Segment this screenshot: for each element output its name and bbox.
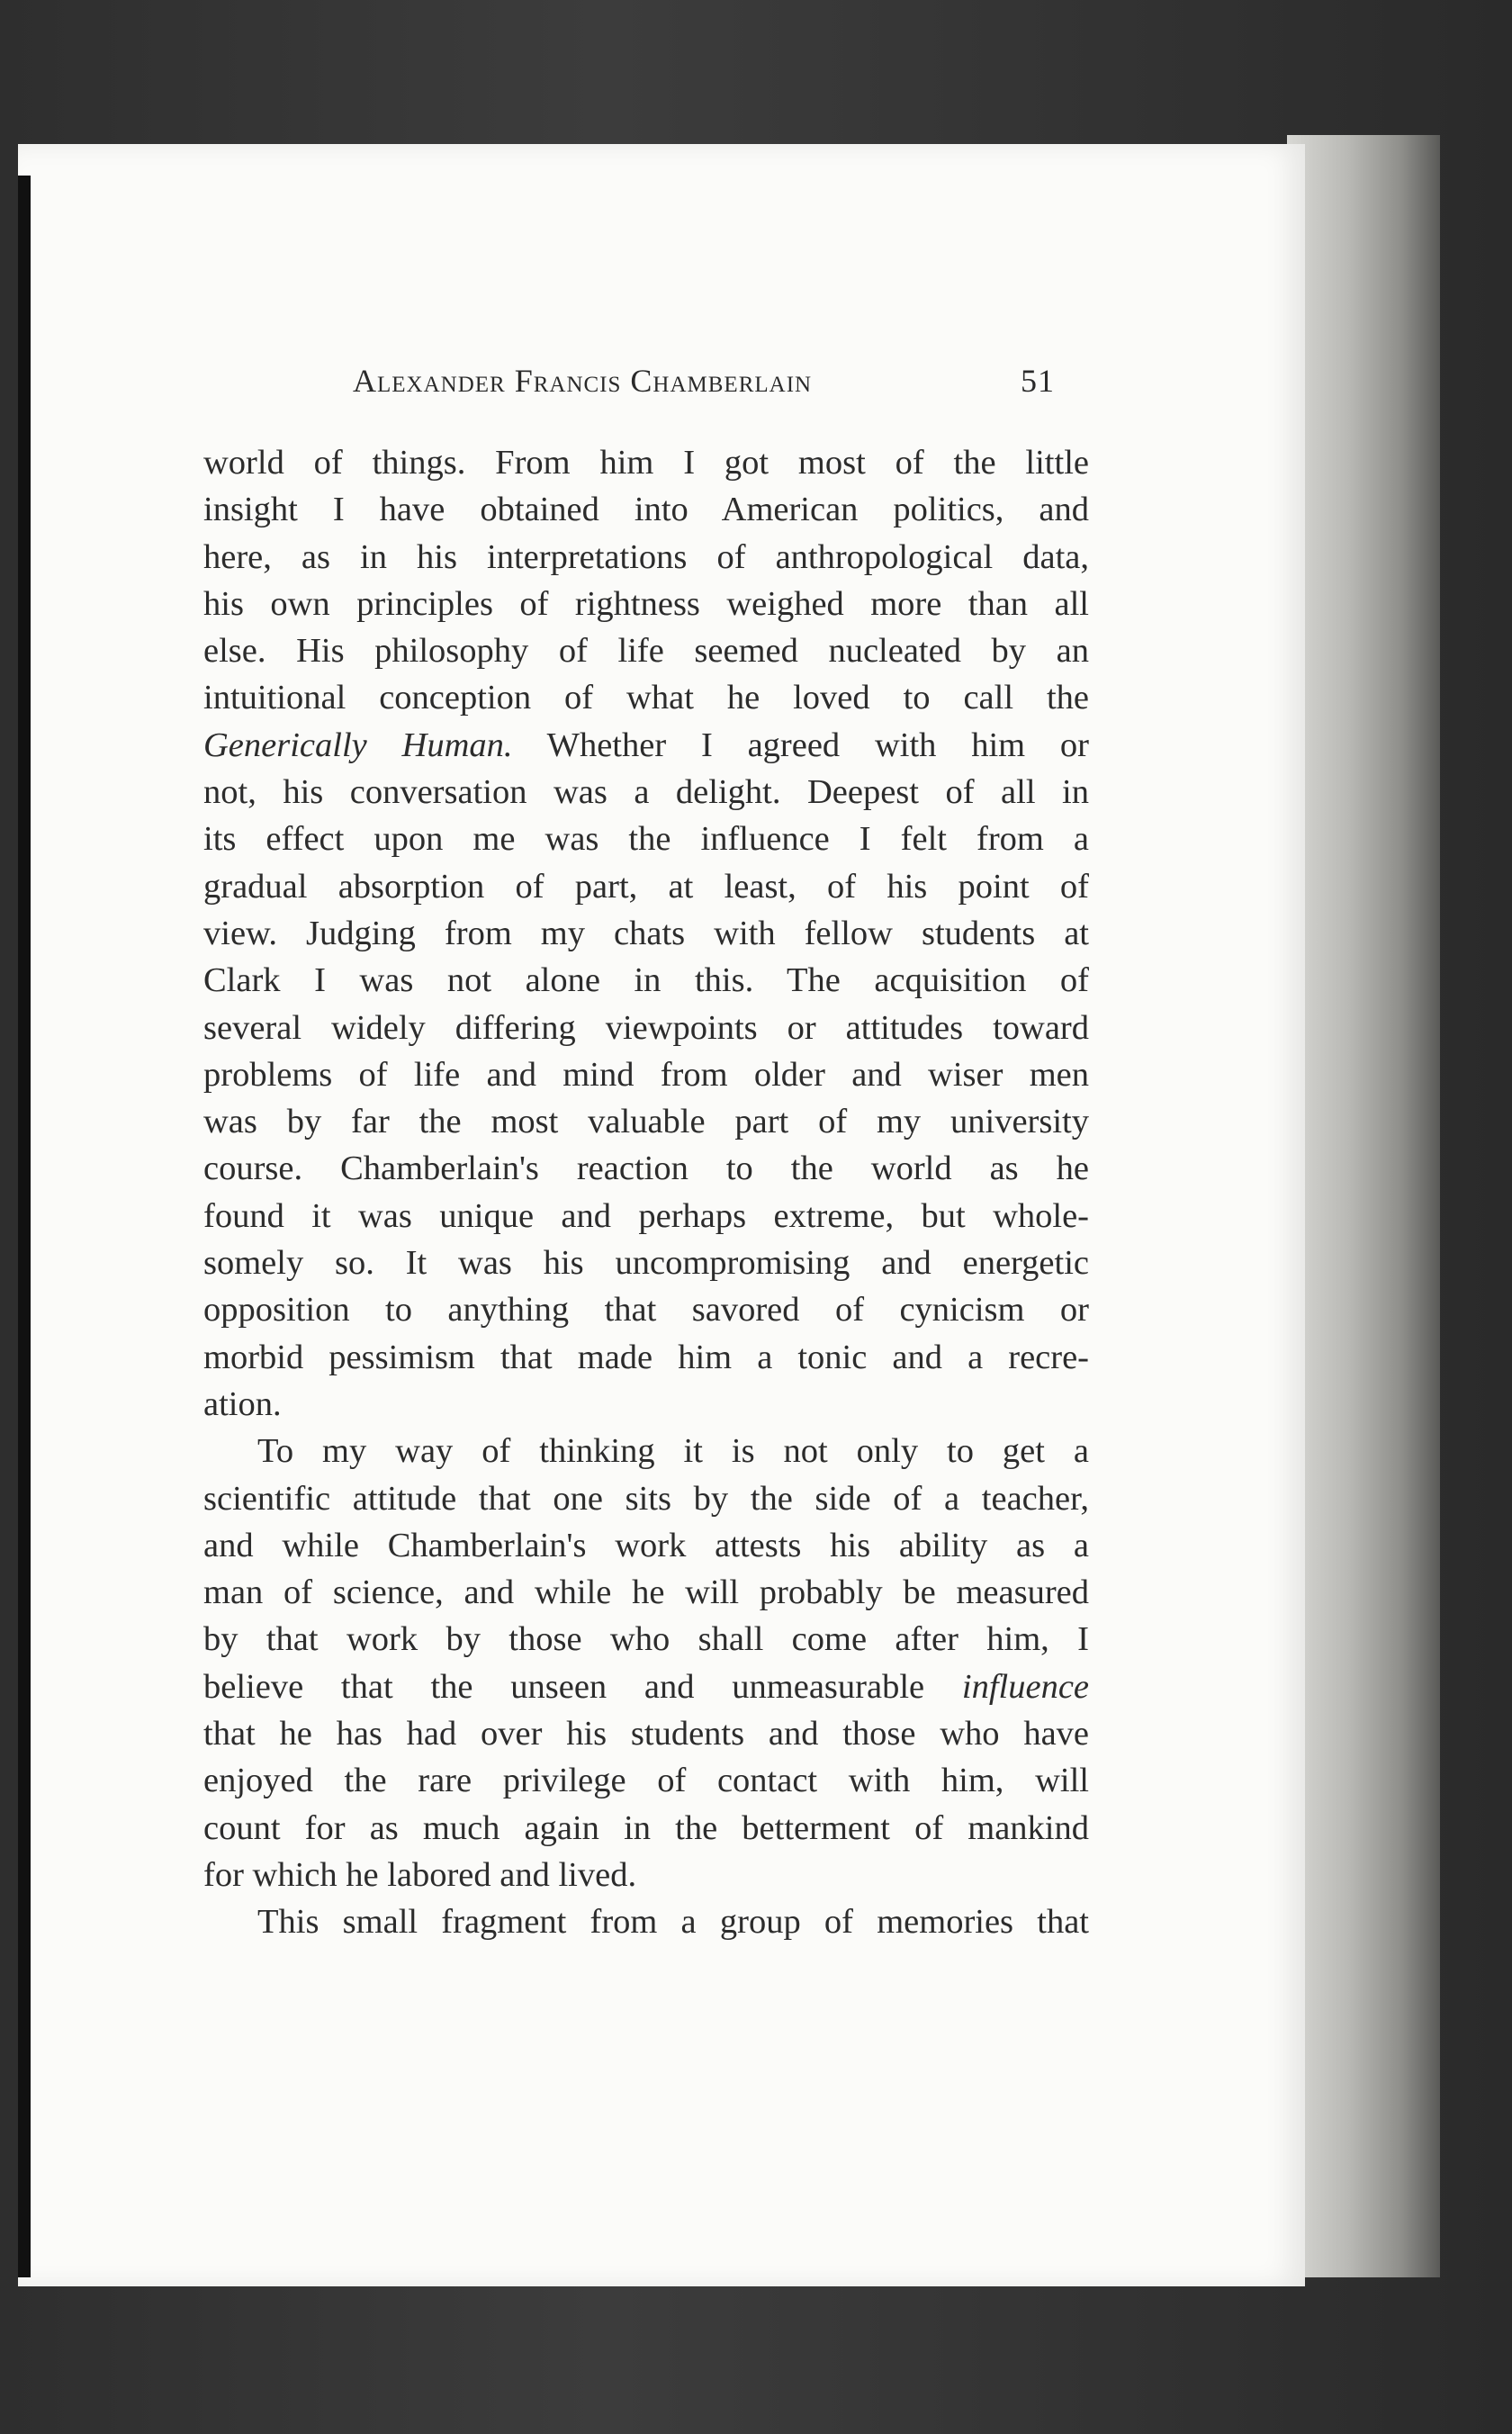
text-run: man of science, and while he will probably be measured <box>203 1573 1089 1612</box>
text-line <box>203 439 1089 486</box>
text-run: and while Chamberlain's work attests his ability as a <box>203 1526 1089 1564</box>
text-run: that he has had over his students and those who have <box>203 1715 1089 1753</box>
text-line <box>203 1193 1089 1240</box>
text-line <box>203 1145 1089 1192</box>
text-run: opposition to anything that savored of cynicism or <box>203 1291 1089 1330</box>
text-line <box>203 674 1089 721</box>
text-run: insight I have obtained into American politics, and <box>203 491 1089 529</box>
text-line <box>203 1616 1089 1663</box>
text-run: course. Chamberlain's reaction to the world as he <box>203 1149 1089 1188</box>
text-run: somely so. It was his uncompromising and energetic <box>203 1244 1089 1283</box>
text-line <box>203 816 1089 862</box>
text-line <box>203 863 1089 910</box>
text-line <box>203 1569 1089 1616</box>
text-run: morbid pessimism that made him a tonic and a recre- <box>203 1338 1089 1376</box>
text-run: by that work by those who shall come after him, I <box>203 1620 1089 1659</box>
text-run: believe that the unseen and unmeasurable <box>203 1667 962 1706</box>
text-run: its effect upon me was the influence I felt from a <box>203 820 1089 859</box>
text-line <box>203 1663 1089 1710</box>
text-line <box>203 910 1089 957</box>
text-line <box>203 1051 1089 1098</box>
text-run: count for as much again in the betterment of mankind <box>203 1808 1089 1847</box>
text-line <box>203 1898 1089 1945</box>
text-run: view. Judging from my chats with fellow students at <box>203 914 1089 952</box>
text-line <box>203 1098 1089 1145</box>
running-head <box>353 362 1055 416</box>
text-line <box>203 1852 1089 1898</box>
text-run: not, his conversation was a delight. Deepest of all in <box>203 773 1089 812</box>
text-line <box>203 1381 1089 1428</box>
text-run: scientific attitude that one sits by the side of a teacher, <box>203 1479 1089 1518</box>
text-line <box>203 1286 1089 1333</box>
text-line <box>203 1475 1089 1522</box>
text-line <box>203 1428 1089 1474</box>
text-run: enjoyed the rare privilege of contact with him, will <box>203 1762 1089 1800</box>
text-line <box>203 1522 1089 1569</box>
text-line <box>203 627 1089 674</box>
text-line <box>203 534 1089 581</box>
text-line <box>203 1710 1089 1757</box>
text-run: Clark I was not alone in this. The acquisition of <box>203 961 1089 1000</box>
text-line <box>203 957 1089 1004</box>
text-line <box>203 1757 1089 1804</box>
text-run: was by far the most valuable part of my university <box>203 1103 1089 1141</box>
text-run: To my way of thinking it is not only to get a <box>257 1432 1089 1471</box>
text-line <box>203 1805 1089 1852</box>
page-spine-shadow <box>18 176 31 2277</box>
body-text <box>203 439 1089 1946</box>
text-line <box>203 722 1089 769</box>
book-page-edges <box>1287 135 1440 2277</box>
running-head-title: Alexander Francis Chamberlain <box>353 363 813 399</box>
italic-run: influence <box>961 1667 1089 1706</box>
text-run: This small fragment from a group of memories that <box>257 1903 1089 1942</box>
text-line <box>203 769 1089 816</box>
text-run: gradual absorption of part, at least, of his point of <box>203 867 1089 906</box>
text-line <box>203 1005 1089 1051</box>
text-run: his own principles of rightness weighed more than all <box>203 584 1089 623</box>
text-run: intuitional conception of what he loved to call the <box>203 679 1089 717</box>
text-run: else. His philosophy of life seemed nucleated by an <box>203 632 1089 671</box>
text-run: several widely differing viewpoints or attitudes toward <box>203 1008 1089 1047</box>
text-run: world of things. From him I got most of the little <box>203 444 1089 482</box>
text-run: for which he labored and lived. <box>203 1855 637 1894</box>
text-run: problems of life and mind from older and wiser men <box>203 1055 1089 1094</box>
page-number: 51 <box>1021 363 1055 399</box>
text-run: Whether I agreed with him or <box>512 726 1089 764</box>
text-line <box>203 1240 1089 1286</box>
text-run: found it was unique and perhaps extreme, but whole- <box>203 1196 1089 1235</box>
text-line <box>203 581 1089 627</box>
text-run: ation. <box>203 1384 282 1423</box>
text-line <box>203 1334 1089 1381</box>
text-line <box>203 486 1089 533</box>
italic-run: Generically Human. <box>203 726 513 764</box>
text-run: here, as in his interpretations of anthropological data, <box>203 537 1089 576</box>
